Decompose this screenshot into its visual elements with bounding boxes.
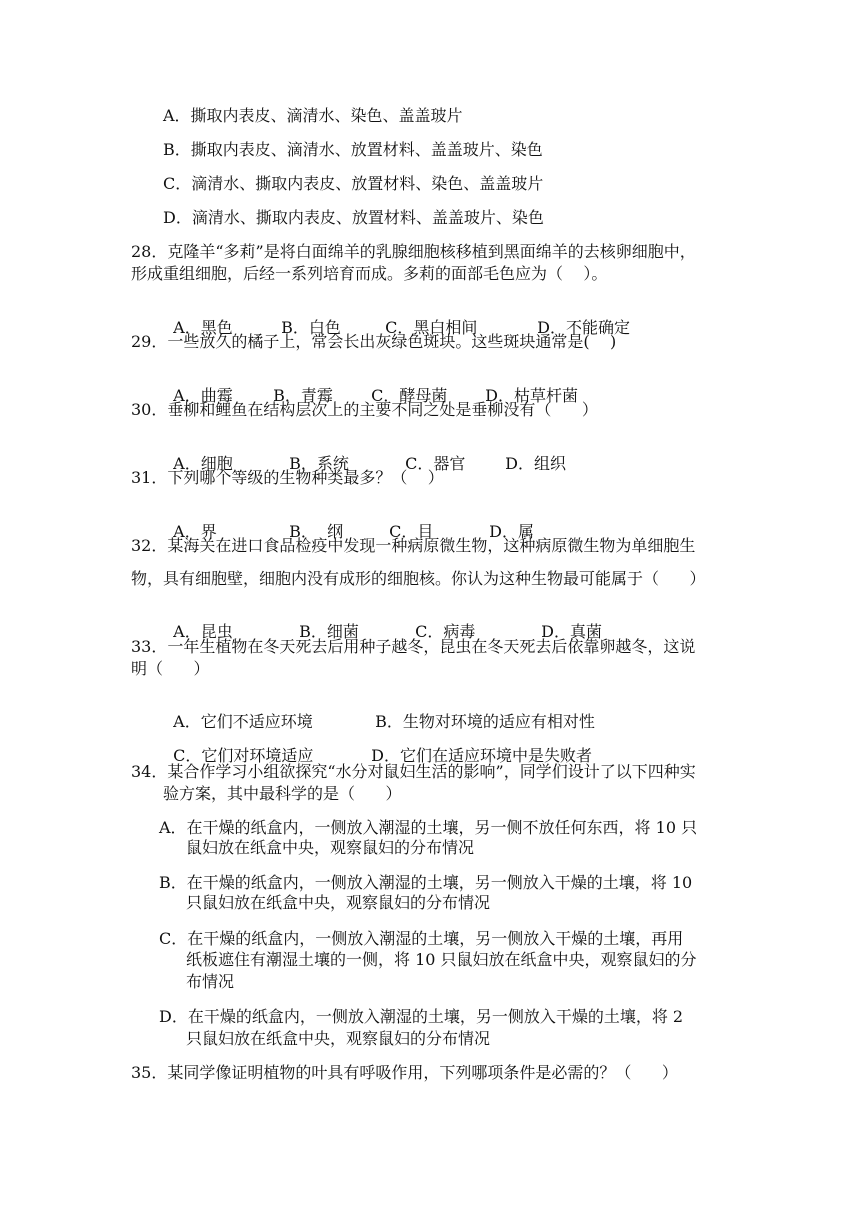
q30-option-d: D．组织 <box>505 454 567 473</box>
q28-option-d: D．不能确定 <box>537 318 631 337</box>
q34-option-b-line-2: 只鼠妇放在纸盒中央，观察鼠妇的分布情况 <box>186 893 491 912</box>
q28-option-a: A．黑色 <box>173 318 233 337</box>
q34-option-c-line-2: 纸板遮住有潮湿土壤的一侧，将 10 只鼠妇放在纸盒中央，观察鼠妇的分 <box>186 950 697 969</box>
q29-option-b: B．青霉 <box>273 386 333 405</box>
q29-option-d: D．枯草杆菌 <box>485 386 579 405</box>
q34-option-d-line-1: D．在干燥的纸盒内，一侧放入潮湿的土壤，另一侧放入干燥的土壤，将 2 <box>159 1007 684 1026</box>
q34-option-a-line-2: 鼠妇放在纸盒中央，观察鼠妇的分布情况 <box>186 838 475 857</box>
q30-option-a: A．细胞 <box>173 454 233 473</box>
q28-stem-line-1: 28．克隆羊“多莉”是将白面绵羊的乳腺细胞核移植到黑面绵羊的去核卵细胞中， <box>131 242 696 261</box>
q32-option-c: C．病毒 <box>415 622 476 641</box>
q34-option-b-line-1: B．在干燥的纸盒内，一侧放入潮湿的土壤，另一侧放入干燥的土壤，将 10 <box>159 873 693 892</box>
q34-stem-line-1: 34．某合作学习小组欲探究“水分对鼠妇生活的影响”，同学们设计了以下四种实 <box>131 762 696 781</box>
q32-options <box>163 602 602 642</box>
q34-option-c-line-1: C．在干燥的纸盒内，一侧放入潮湿的土壤，另一侧放入干燥的土壤，再用 <box>159 929 684 948</box>
q28-option-b: B．白色 <box>281 318 341 337</box>
q28-option-c: C．黑白相间 <box>385 318 478 337</box>
q30-stem: 30．垂柳和鲤鱼在结构层次上的主要不同之处是垂柳没有（ ） <box>131 400 598 419</box>
q33-options-row-2 <box>163 726 592 766</box>
q34-option-a-line-1: A．在干燥的纸盒内，一侧放入潮湿的土壤，另一侧不放任何东西，将 10 只 <box>159 818 698 837</box>
q31-option-c: C．目 <box>389 522 434 541</box>
q32-option-d: D．真菌 <box>541 622 603 641</box>
q31-option-b: B． 纲 <box>289 522 344 541</box>
q28-stem-line-2: 形成重组细胞，后经一系列培育而成。多莉的面部毛色应为（ ）。 <box>131 264 608 283</box>
q32-stem-line-1: 32．某海关在进口食品检疫中发现一种病原微生物，这种病原微生物为单细胞生 <box>131 536 696 555</box>
q27-option-a: A．撕取内表皮、滴清水、染色、盖盖玻片 <box>163 106 463 125</box>
q29-option-c: C．酵母菌 <box>371 386 448 405</box>
q33-option-b: B．生物对环境的适应有相对性 <box>375 712 595 731</box>
q32-option-a: A．昆虫 <box>173 622 233 641</box>
q31-option-d: D．属 <box>489 522 535 541</box>
q31-option-a: A．界 <box>173 522 217 541</box>
q32-stem-line-2: 物，具有细胞壁，细胞内没有成形的细胞核。你认为这种生物最可能属于（ ） <box>131 569 706 588</box>
q35-stem: 35．某同学像证明植物的叶具有呼吸作用，下列哪项条件是必需的？（ ） <box>131 1063 678 1082</box>
q30-option-b: B．系统 <box>289 454 349 473</box>
q32-option-b: B．细菌 <box>299 622 359 641</box>
q34-option-c-line-3: 布情况 <box>186 972 235 991</box>
q27-option-c: C．滴清水、撕取内表皮、放置材料、染色、盖盖玻片 <box>163 174 544 193</box>
q30-option-c: C．器官 <box>405 454 466 473</box>
q27-option-d: D．滴清水、撕取内表皮、放置材料、盖盖玻片、染色 <box>163 208 544 227</box>
q27-option-b: B．撕取内表皮、滴清水、放置材料、盖盖玻片、染色 <box>163 140 543 159</box>
q33-stem-line-1: 33．一年生植物在冬天死去后用种子越冬，昆虫在冬天死去后依靠卵越冬，这说 <box>131 637 696 656</box>
q33-stem-line-2: 明（ ） <box>131 659 210 678</box>
q31-stem: 31．下列哪个等级的生物种类最多？（ ） <box>131 468 444 487</box>
q33-option-c: C．它们对环境适应 <box>173 746 314 765</box>
q34-option-d-line-2: 只鼠妇放在纸盒中央，观察鼠妇的分布情况 <box>186 1029 491 1048</box>
q33-option-d: D．它们在适应环境中是失败者 <box>371 746 593 765</box>
q29-option-a: A．曲霉 <box>173 386 233 405</box>
q33-option-a: A．它们不适应环境 <box>173 712 313 731</box>
q34-stem-line-2: 验方案，其中最科学的是（ ） <box>163 784 402 803</box>
q29-stem: 29．一些放久的橘子上，常会长出灰绿色斑块。这些斑块通常是( ) <box>131 332 617 351</box>
